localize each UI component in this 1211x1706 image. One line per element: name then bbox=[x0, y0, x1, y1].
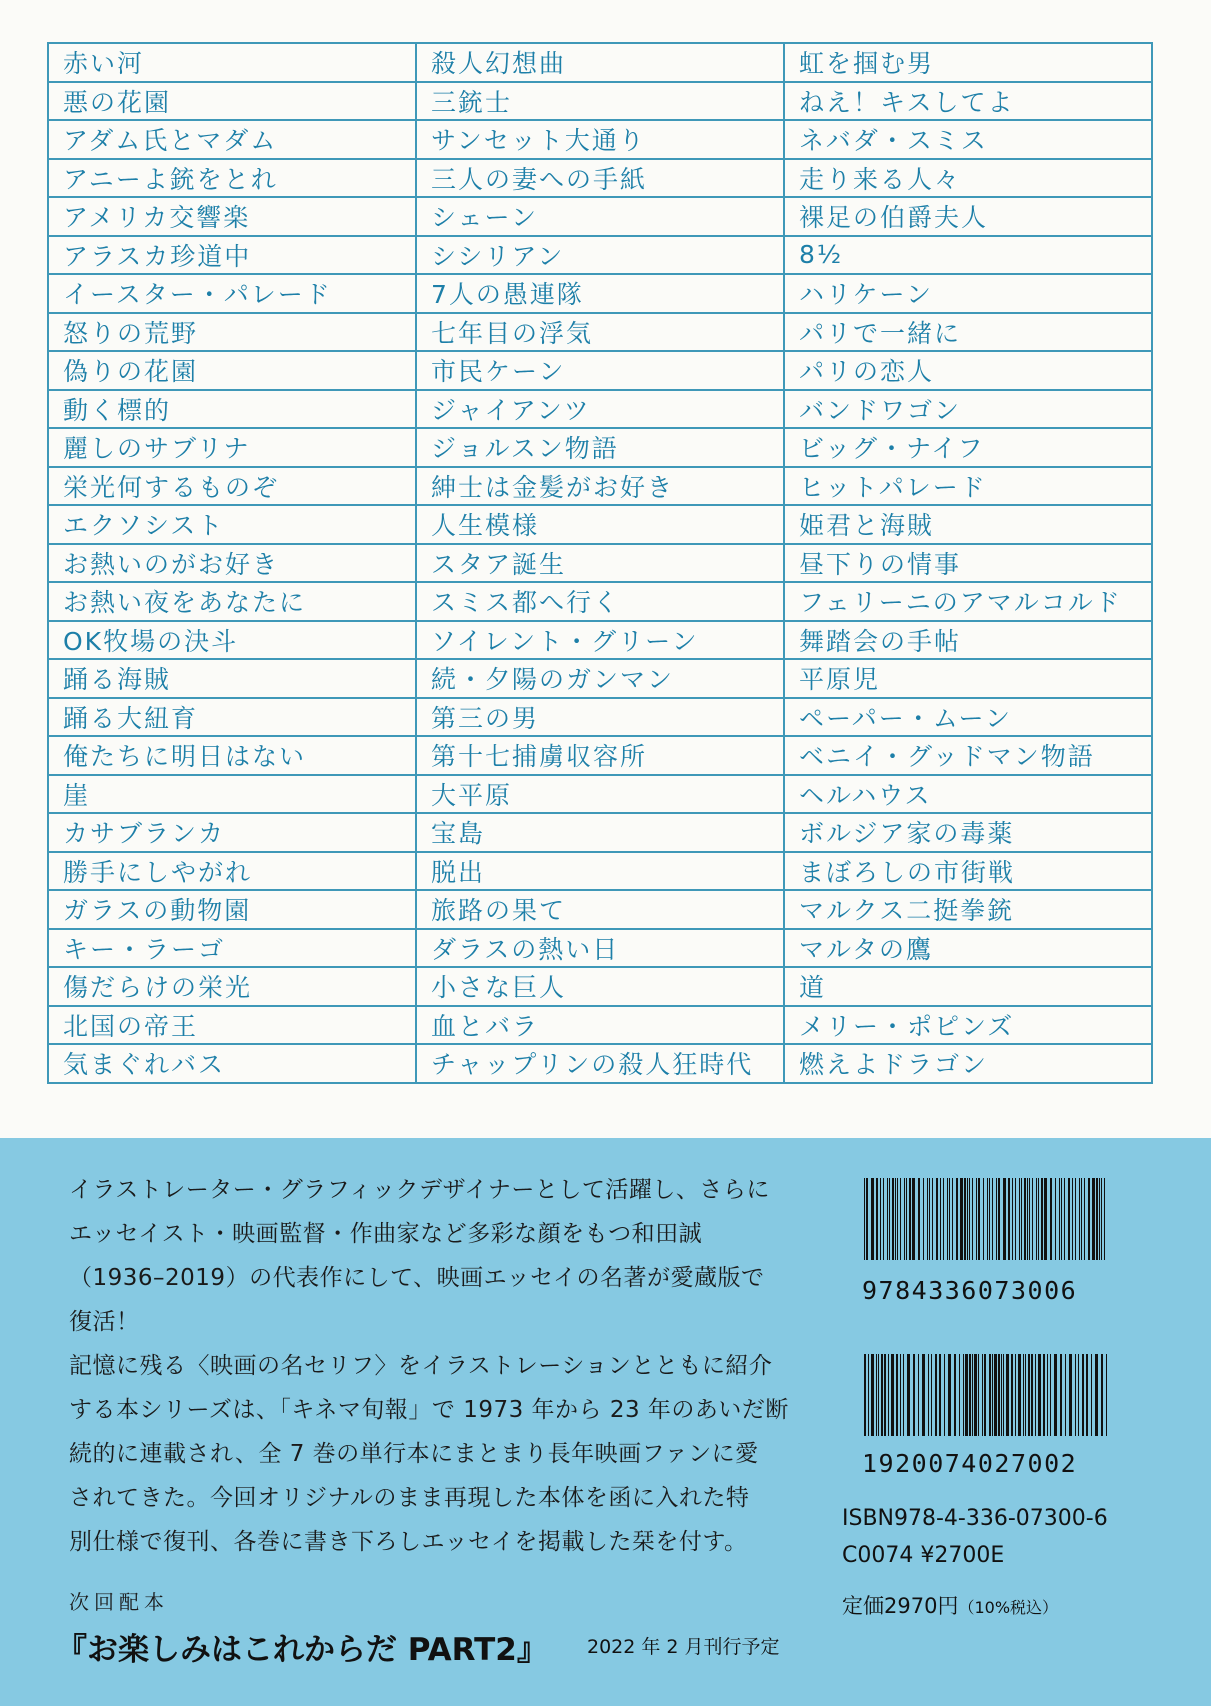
barcode-bar bbox=[1082, 1354, 1084, 1436]
barcode-bar bbox=[944, 1354, 945, 1436]
isbn-code: ISBN978-4-336-07300-6 bbox=[842, 1506, 1108, 1531]
barcode-bar bbox=[936, 1178, 938, 1260]
barcode-bar bbox=[1021, 1178, 1022, 1260]
barcode-bar bbox=[903, 1354, 904, 1436]
barcode-bar bbox=[1061, 1178, 1062, 1260]
title-row bbox=[49, 930, 1151, 969]
barcode-bar bbox=[1101, 1354, 1103, 1436]
desc-line-7: 続的に連載され、全 7 巻の単行本にまとまり長年映画ファンに愛 bbox=[69, 1441, 759, 1467]
barcode-1 bbox=[862, 1178, 1112, 1260]
film-title: ガラスの動物園 bbox=[63, 896, 252, 926]
barcode-bar bbox=[907, 1354, 910, 1436]
film-title: 踊る海賊 bbox=[63, 665, 172, 695]
barcode-bar bbox=[864, 1178, 865, 1260]
title-row bbox=[49, 121, 1151, 160]
title-row bbox=[49, 83, 1151, 122]
barcode-bar bbox=[939, 1354, 941, 1436]
barcode-bar bbox=[1069, 1354, 1072, 1436]
barcode-bar bbox=[864, 1354, 866, 1436]
film-title: マルクス二挺拳銃 bbox=[783, 891, 1151, 928]
barcode-bar bbox=[1015, 1354, 1016, 1436]
film-title: スタア誕生 bbox=[415, 545, 783, 582]
title-row bbox=[49, 545, 1151, 584]
barcode-bar bbox=[1035, 1354, 1036, 1436]
barcode-bar bbox=[1086, 1354, 1088, 1436]
barcode-bar bbox=[989, 1354, 991, 1436]
barcode-bar bbox=[918, 1354, 919, 1436]
barcode-bar bbox=[876, 1354, 877, 1436]
barcode-bar bbox=[881, 1354, 883, 1436]
barcode-bar bbox=[1106, 1354, 1107, 1436]
barcode-bar bbox=[1027, 1178, 1028, 1260]
title-row bbox=[49, 352, 1151, 391]
barcode-bar bbox=[897, 1178, 898, 1260]
film-title: ソイレント・グリーン bbox=[415, 622, 783, 659]
barcode-bar bbox=[1059, 1178, 1060, 1260]
title-row bbox=[49, 44, 1151, 83]
barcode-bar bbox=[1055, 1178, 1056, 1260]
film-title: ビッグ・ナイフ bbox=[783, 429, 1151, 466]
barcode-bar bbox=[1025, 1354, 1026, 1436]
film-title: 北国の帝王 bbox=[63, 1011, 199, 1041]
barcode-bar bbox=[998, 1354, 1000, 1436]
title-row bbox=[49, 891, 1151, 930]
film-title: 怒りの荒野 bbox=[63, 318, 199, 348]
barcode-bar bbox=[923, 1178, 924, 1260]
barcode-bar bbox=[978, 1178, 980, 1260]
barcode-bar bbox=[1104, 1178, 1105, 1260]
barcode-bar bbox=[887, 1178, 888, 1260]
barcode-bar bbox=[949, 1178, 950, 1260]
barcode-bar bbox=[884, 1354, 886, 1436]
film-title: アメリカ交響楽 bbox=[63, 203, 251, 233]
film-title: 道 bbox=[783, 968, 1151, 1005]
title-row bbox=[49, 506, 1151, 545]
title-row bbox=[49, 583, 1151, 622]
barcode-bar bbox=[1011, 1354, 1013, 1436]
film-title: 人生模様 bbox=[415, 506, 783, 543]
title-row bbox=[49, 429, 1151, 468]
film-title: 市民ケーン bbox=[415, 352, 783, 389]
desc-line-4: 復活！ bbox=[69, 1309, 140, 1335]
title-row bbox=[49, 160, 1151, 199]
barcode-bar bbox=[906, 1178, 907, 1260]
barcode-bar bbox=[927, 1178, 928, 1260]
film-title: 続・夕陽のガンマン bbox=[415, 660, 783, 697]
barcode-bar bbox=[1012, 1178, 1013, 1260]
title-row bbox=[49, 622, 1151, 661]
barcode-bar bbox=[1008, 1178, 1010, 1260]
barcode-bar bbox=[888, 1354, 889, 1436]
film-title: 第三の男 bbox=[415, 699, 783, 736]
film-title: 傷だらけの栄光 bbox=[63, 973, 253, 1003]
film-title: バンドワゴン bbox=[783, 391, 1151, 428]
barcode-bar bbox=[1068, 1178, 1070, 1260]
desc-line-8: されてきた。今回オリジナルのまま再現した本体を函に入れた特 bbox=[69, 1485, 750, 1511]
barcode-bar bbox=[963, 1354, 964, 1436]
film-title: 小さな巨人 bbox=[415, 968, 783, 1005]
barcode-bar bbox=[972, 1178, 973, 1260]
barcode-bar bbox=[974, 1354, 977, 1436]
barcode-bar bbox=[984, 1354, 986, 1436]
barcode-bar bbox=[889, 1178, 890, 1260]
film-title: 動く標的 bbox=[63, 395, 172, 425]
barcode-bar bbox=[935, 1354, 937, 1436]
barcode-bar bbox=[895, 1178, 896, 1260]
barcode-bar bbox=[994, 1354, 997, 1436]
barcode-bar bbox=[891, 1354, 894, 1436]
price-main: 定価2970円 bbox=[842, 1594, 959, 1618]
barcode-bar bbox=[989, 1178, 990, 1260]
barcode-1-number: 9784336073006 bbox=[862, 1276, 1078, 1305]
barcode-bar bbox=[992, 1178, 993, 1260]
classification-code: C0074 ¥2700E bbox=[842, 1543, 1005, 1568]
barcode-bar bbox=[972, 1354, 973, 1436]
film-title: マルタの鷹 bbox=[783, 930, 1151, 967]
barcode-bar bbox=[987, 1178, 988, 1260]
film-title: 麗しのサブリナ bbox=[63, 434, 251, 464]
barcode-bar bbox=[1054, 1354, 1057, 1436]
film-title: お熱いのがお好き bbox=[63, 549, 280, 579]
title-row bbox=[49, 814, 1151, 853]
barcode-bar bbox=[900, 1178, 901, 1260]
film-title: ダラスの熱い日 bbox=[415, 930, 783, 967]
barcode-bar bbox=[976, 1178, 977, 1260]
film-title: 大平原 bbox=[415, 776, 783, 813]
barcode-bar bbox=[928, 1354, 929, 1436]
film-title: お熱い夜をあなたに bbox=[63, 588, 307, 618]
film-title: 燃えよドラゴン bbox=[783, 1045, 1151, 1082]
barcode-bar bbox=[1075, 1354, 1076, 1436]
film-title: アニーよ銃をとれ bbox=[63, 164, 278, 194]
desc-line-1: イラストレーター・グラフィックデザイナーとして活躍し、さらに bbox=[69, 1177, 770, 1203]
barcode-bar bbox=[1001, 1354, 1002, 1436]
barcode-bar bbox=[952, 1178, 953, 1260]
barcode-bar bbox=[1095, 1354, 1098, 1436]
barcode-bar bbox=[998, 1178, 1000, 1260]
barcode-bar bbox=[1031, 1354, 1033, 1436]
film-title: 7人の愚連隊 bbox=[415, 275, 783, 312]
barcode-bar bbox=[1084, 1178, 1085, 1260]
barcode-bar bbox=[1028, 1354, 1030, 1436]
title-row bbox=[49, 660, 1151, 699]
film-title: 七年目の浮気 bbox=[415, 314, 783, 351]
barcode-bar bbox=[992, 1354, 993, 1436]
barcode-bar bbox=[896, 1354, 898, 1436]
film-title: まぼろしの市街戦 bbox=[783, 853, 1151, 890]
title-row bbox=[49, 275, 1151, 314]
barcode-bar bbox=[959, 1354, 960, 1436]
barcode-bar bbox=[922, 1354, 925, 1436]
film-title: シシリアン bbox=[415, 237, 783, 274]
film-title: ベニイ・グッドマン物語 bbox=[783, 737, 1151, 774]
barcode-bar bbox=[1044, 1178, 1047, 1260]
barcode-bar bbox=[1060, 1354, 1062, 1436]
barcode-bar bbox=[892, 1178, 894, 1260]
barcode-bar bbox=[1099, 1178, 1100, 1260]
barcode-bar bbox=[964, 1178, 966, 1260]
film-title: メリー・ポピンズ bbox=[783, 1007, 1151, 1044]
film-title: 姫君と海賊 bbox=[783, 506, 1151, 543]
barcode-bar bbox=[1019, 1178, 1020, 1260]
film-title: 8½ bbox=[783, 237, 1151, 274]
barcode-bar bbox=[1041, 1178, 1043, 1260]
barcode-bar bbox=[918, 1178, 920, 1260]
barcode-bar bbox=[1081, 1178, 1082, 1260]
film-title: チャップリンの殺人狂時代 bbox=[415, 1045, 783, 1082]
film-title: シェーン bbox=[415, 198, 783, 235]
film-title: 偽りの花園 bbox=[63, 357, 199, 387]
barcode-bar bbox=[1065, 1354, 1066, 1436]
film-title: パリで一緒に bbox=[783, 314, 1151, 351]
next-release-title: 『お楽しみはこれからだ PART2』 bbox=[56, 1632, 548, 1668]
film-title: ねえ！キスしてよ bbox=[783, 83, 1151, 120]
title-row bbox=[49, 776, 1151, 815]
barcode-bar bbox=[947, 1178, 948, 1260]
barcode-bar bbox=[1072, 1178, 1073, 1260]
barcode-bar bbox=[1038, 1354, 1041, 1436]
film-title: パリの恋人 bbox=[783, 352, 1151, 389]
barcode-bar bbox=[1075, 1178, 1076, 1260]
barcode-bar bbox=[900, 1354, 901, 1436]
title-row bbox=[49, 1045, 1151, 1084]
film-title: 脱出 bbox=[415, 853, 783, 890]
film-title: アダム氏とマダム bbox=[63, 126, 278, 156]
film-title: 勝手にしやがれ bbox=[63, 857, 253, 887]
price bbox=[842, 1590, 1058, 1620]
barcode-bar bbox=[1047, 1354, 1048, 1436]
film-title: ハリケーン bbox=[783, 275, 1151, 312]
barcode-bar bbox=[1064, 1178, 1065, 1260]
film-title: 三銃士 bbox=[415, 83, 783, 120]
barcode-bar bbox=[954, 1354, 956, 1436]
price-tax: （10%税込） bbox=[958, 1598, 1059, 1617]
film-title: 裸足の伯爵夫人 bbox=[783, 198, 1151, 235]
barcode-2-number: 1920074027002 bbox=[862, 1449, 1078, 1478]
desc-line-2: エッセイスト・映画監督・作曲家など多彩な顔をもつ和田誠 bbox=[69, 1221, 703, 1247]
barcode-bar bbox=[929, 1178, 930, 1260]
desc-line-9: 別仕様で復刊、各巻に書き下ろしエッセイを掲載した栞を付す。 bbox=[69, 1529, 748, 1555]
barcode-bar bbox=[1018, 1354, 1021, 1436]
barcode-bar bbox=[909, 1178, 911, 1260]
barcode-bar bbox=[1079, 1178, 1080, 1260]
barcode-bar bbox=[1006, 1354, 1009, 1436]
film-title: 悪の花園 bbox=[63, 87, 172, 117]
film-title: カサブランカ bbox=[63, 819, 226, 849]
title-row bbox=[49, 198, 1151, 237]
film-title: 崖 bbox=[63, 780, 91, 810]
film-title: 昼下りの情事 bbox=[783, 545, 1151, 582]
barcode-bar bbox=[1078, 1354, 1079, 1436]
film-title: エクソシスト bbox=[63, 511, 225, 541]
title-row bbox=[49, 391, 1151, 430]
film-title: ボルジア家の毒薬 bbox=[783, 814, 1151, 851]
film-title: アラスカ珍道中 bbox=[63, 241, 252, 271]
film-title-grid bbox=[47, 42, 1153, 1084]
title-row bbox=[49, 314, 1151, 353]
barcode-bar bbox=[878, 1354, 879, 1436]
film-title: 栄光何するものぞ bbox=[63, 472, 280, 502]
barcode-bar bbox=[1101, 1178, 1102, 1260]
film-title: 踊る大紐育 bbox=[63, 703, 199, 733]
film-title: スミス都へ行く bbox=[415, 583, 783, 620]
film-title: 赤い河 bbox=[63, 49, 145, 79]
barcode-bar bbox=[1043, 1354, 1045, 1436]
barcode-bar bbox=[871, 1354, 874, 1436]
film-title: イースター・パレード bbox=[63, 280, 332, 310]
desc-line-3: （1936–2019）の代表作にして、映画エッセイの名著が愛蔵版で bbox=[69, 1265, 765, 1291]
barcode-2 bbox=[862, 1354, 1112, 1436]
barcode-bar bbox=[866, 1178, 868, 1260]
desc-line-5: 記憶に残る〈映画の名セリフ〉をイラストレーションとともに紹介 bbox=[69, 1353, 773, 1379]
film-title: 虹を掴む男 bbox=[783, 44, 1151, 81]
barcode-bar bbox=[1091, 1354, 1092, 1436]
film-title: サンセット大通り bbox=[415, 121, 783, 158]
barcode-bar bbox=[1036, 1178, 1037, 1260]
film-title: ジョルスン物語 bbox=[415, 429, 783, 466]
barcode-bar bbox=[1050, 1178, 1052, 1260]
barcode-bar bbox=[1096, 1178, 1098, 1260]
barcode-bar bbox=[931, 1354, 932, 1436]
film-title: フェリーニのアマルコルド bbox=[783, 583, 1151, 620]
barcode-bar bbox=[967, 1178, 968, 1260]
barcode-bar bbox=[1029, 1178, 1030, 1260]
barcode-bar bbox=[965, 1354, 968, 1436]
barcode-bar bbox=[1003, 1178, 1006, 1260]
barcode-bar bbox=[871, 1178, 874, 1260]
film-title: ネバダ・スミス bbox=[783, 121, 1151, 158]
barcode-bar bbox=[1015, 1178, 1016, 1260]
book-description bbox=[69, 1168, 799, 1564]
barcode-bar bbox=[1092, 1178, 1095, 1260]
film-title: ヘルハウス bbox=[783, 776, 1151, 813]
film-title: 気まぐれバス bbox=[63, 1050, 226, 1080]
barcode-bar bbox=[956, 1178, 958, 1260]
film-title: 走り来る人々 bbox=[783, 160, 1151, 197]
barcode-bar bbox=[1088, 1178, 1090, 1260]
film-title: ペーパー・ムーン bbox=[783, 699, 1151, 736]
barcode-bar bbox=[978, 1354, 979, 1436]
barcode-bar bbox=[1038, 1178, 1039, 1260]
barcode-bar bbox=[880, 1178, 881, 1260]
barcode-bar bbox=[982, 1354, 983, 1436]
film-title: 第十七捕虜収容所 bbox=[415, 737, 783, 774]
next-release-label: 次回配本 bbox=[69, 1590, 169, 1614]
film-title: ヒットパレード bbox=[783, 468, 1151, 505]
title-row bbox=[49, 853, 1151, 892]
title-row bbox=[49, 1007, 1151, 1046]
barcode-bar bbox=[940, 1178, 941, 1260]
barcode-bar bbox=[983, 1178, 984, 1260]
barcode-bar bbox=[876, 1178, 878, 1260]
film-title: 血とバラ bbox=[415, 1007, 783, 1044]
film-title: 三人の妻への手紙 bbox=[415, 160, 783, 197]
film-title: 平原児 bbox=[783, 660, 1151, 697]
barcode-bar bbox=[943, 1178, 944, 1260]
title-row bbox=[49, 468, 1151, 507]
film-title: ジャイアンツ bbox=[415, 391, 783, 428]
barcode-bar bbox=[904, 1178, 905, 1260]
film-title: OK牧場の決斗 bbox=[63, 626, 239, 656]
film-title: 舞踏会の手帖 bbox=[783, 622, 1151, 659]
title-row bbox=[49, 968, 1151, 1007]
barcode-bar bbox=[1050, 1354, 1051, 1436]
barcode-bar bbox=[960, 1178, 963, 1260]
barcode-bar bbox=[969, 1178, 970, 1260]
barcode-bar bbox=[932, 1178, 933, 1260]
film-title: 宝島 bbox=[415, 814, 783, 851]
barcode-bar bbox=[1024, 1178, 1026, 1260]
title-row bbox=[49, 737, 1151, 776]
barcode-bar bbox=[912, 1178, 915, 1260]
barcode-bar bbox=[1023, 1354, 1024, 1436]
barcode-bar bbox=[883, 1178, 884, 1260]
film-title: 紳士は金髪がお好き bbox=[415, 468, 783, 505]
barcode-bar bbox=[996, 1178, 997, 1260]
film-title: 旅路の果て bbox=[415, 891, 783, 928]
film-title: 殺人幻想曲 bbox=[415, 44, 783, 81]
desc-line-6: する本シリーズは、「キネマ旬報」で 1973 年から 23 年のあいだ断 bbox=[69, 1397, 789, 1423]
barcode-bar bbox=[948, 1354, 951, 1436]
barcode-bar bbox=[1032, 1178, 1033, 1260]
title-row bbox=[49, 237, 1151, 276]
next-release-date: 2022 年 2 月刊行予定 bbox=[587, 1636, 780, 1658]
title-row bbox=[49, 699, 1151, 738]
film-title: 俺たちに明日はない bbox=[63, 742, 307, 772]
barcode-bar bbox=[868, 1354, 869, 1436]
barcode-bar bbox=[969, 1354, 971, 1436]
barcode-bar bbox=[1003, 1354, 1004, 1436]
barcode-bar bbox=[913, 1354, 915, 1436]
film-title: キー・ラーゴ bbox=[63, 934, 226, 964]
